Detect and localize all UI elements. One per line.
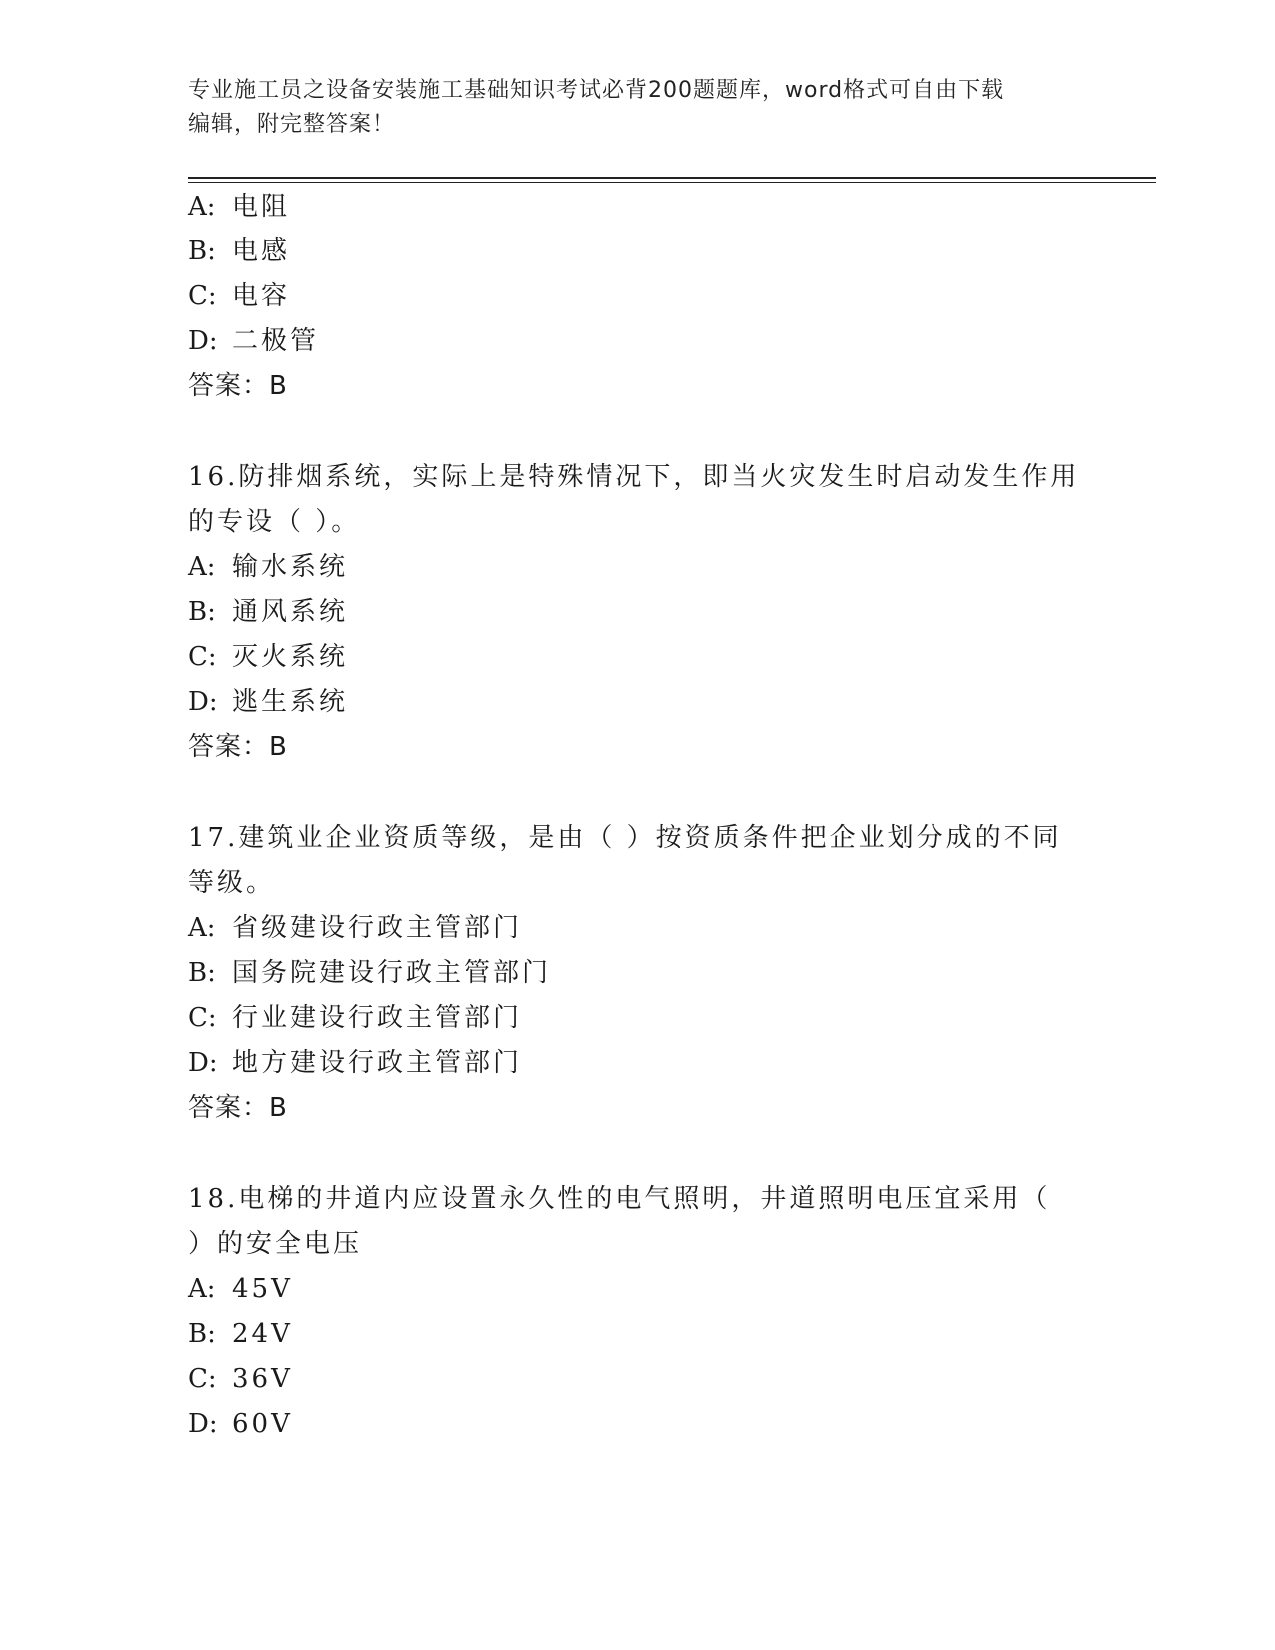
q18-stem-line-2: ）的安全电压	[188, 1229, 363, 1259]
option-letter: A:	[188, 192, 216, 222]
q17-option-d	[188, 1046, 522, 1080]
q16-stem-line-1: 16.防排烟系统，实际上是特殊情况下，即当火灾发生时启动发生作用	[188, 462, 1080, 492]
header-line-2: 编辑，附完整答案！	[188, 112, 396, 137]
q18-option-c	[188, 1362, 293, 1396]
q18-option-b	[188, 1317, 293, 1351]
option-letter: D:	[188, 687, 218, 717]
option-text: 灭火系统	[232, 642, 349, 672]
option-letter: C:	[188, 1003, 217, 1033]
prev-option-b	[188, 234, 290, 268]
option-text: 通风系统	[232, 597, 349, 627]
document-header	[188, 74, 1088, 142]
option-text: 24V	[232, 1319, 293, 1349]
option-text: 36V	[232, 1364, 293, 1394]
q17-answer: 答案：B	[188, 1093, 288, 1123]
option-text: 逃生系统	[232, 687, 349, 717]
q18-option-a	[188, 1272, 293, 1306]
option-letter: C:	[188, 642, 217, 672]
q16-answer: 答案：B	[188, 732, 288, 762]
option-text: 二极管	[232, 326, 320, 356]
q16-option-c	[188, 640, 348, 674]
option-text: 电感	[232, 236, 291, 266]
option-text: 省级建设行政主管部门	[232, 913, 523, 943]
option-letter: D:	[188, 1048, 218, 1078]
option-letter: B:	[188, 236, 216, 266]
option-text: 地方建设行政主管部门	[232, 1048, 523, 1078]
header-line-1: 专业施工员之设备安装施工基础知识考试必背200题题库，word格式可自由下载	[188, 78, 1005, 103]
q17-option-a	[188, 911, 522, 945]
option-text: 电容	[232, 281, 291, 311]
option-text: 国务院建设行政主管部门	[232, 958, 552, 988]
option-letter: C:	[188, 1364, 217, 1394]
option-text: 输水系统	[232, 552, 349, 582]
q16-option-d	[188, 685, 348, 719]
prev-option-c	[188, 279, 290, 313]
header-divider-thin	[188, 182, 1156, 183]
option-text: 行业建设行政主管部门	[232, 1003, 523, 1033]
option-letter: A:	[188, 1274, 216, 1304]
option-letter: B:	[188, 1319, 216, 1349]
q18-stem-line-1: 18.电梯的井道内应设置永久性的电气照明，井道照明电压宜采用（	[188, 1184, 1051, 1214]
q17-stem-line-1: 17.建筑业企业资质等级，是由（ ）按资质条件把企业划分成的不同	[188, 823, 1062, 853]
q16-stem-line-2: 的专设（ ）。	[188, 507, 361, 537]
option-letter: C:	[188, 281, 217, 311]
option-letter: D:	[188, 1409, 218, 1439]
q17-option-c	[188, 1001, 522, 1035]
option-letter: D:	[188, 326, 218, 356]
q17-option-b	[188, 956, 551, 990]
option-letter: B:	[188, 958, 216, 988]
option-text: 60V	[232, 1409, 293, 1439]
option-letter: B:	[188, 597, 216, 627]
header-divider-thick	[188, 177, 1156, 179]
q18-option-d	[188, 1407, 293, 1441]
option-letter: A:	[188, 913, 216, 943]
prev-answer: 答案：B	[188, 371, 288, 401]
prev-option-a	[188, 190, 290, 224]
option-letter: A:	[188, 552, 216, 582]
prev-option-d	[188, 324, 319, 358]
option-text: 45V	[232, 1274, 293, 1304]
q17-stem-line-2: 等级。	[188, 868, 276, 898]
q16-option-b	[188, 595, 348, 629]
option-text: 电阻	[232, 192, 291, 222]
q16-option-a	[188, 550, 348, 584]
